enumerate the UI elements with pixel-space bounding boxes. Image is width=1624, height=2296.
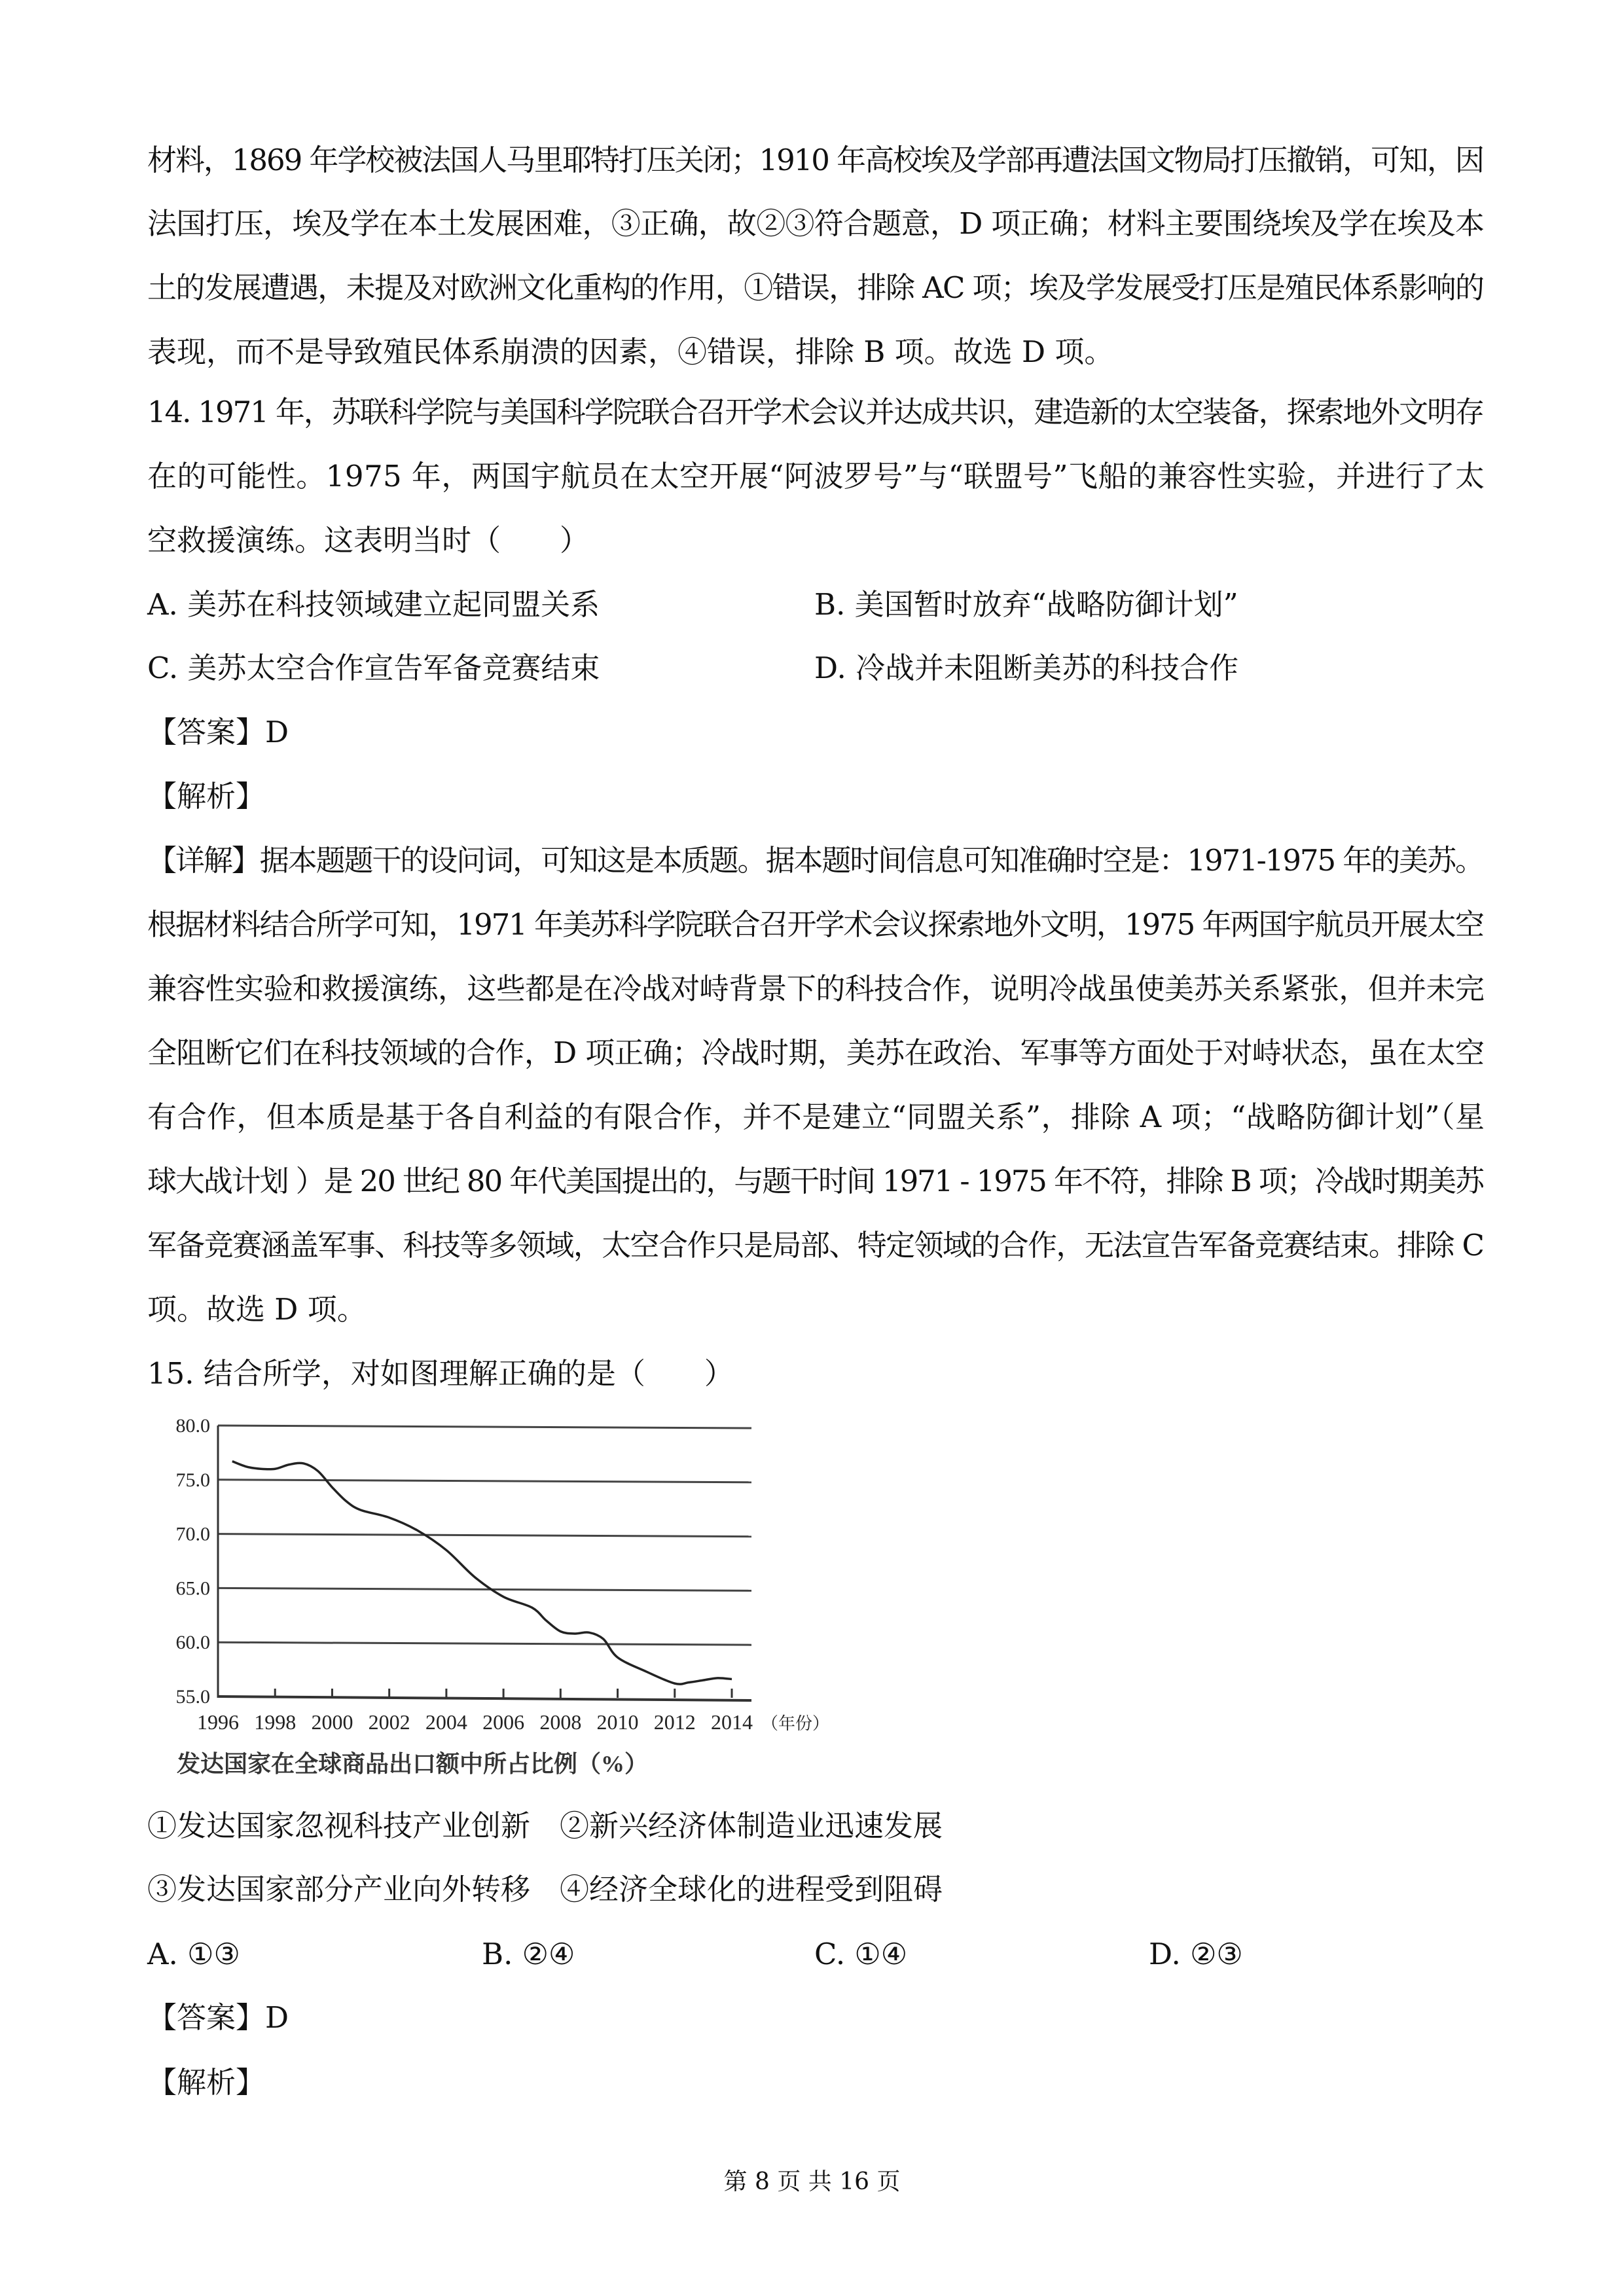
- answer-label: 【答案】D: [147, 715, 289, 749]
- export-share-line-chart: [147, 1407, 867, 1800]
- gridline: [218, 1588, 751, 1590]
- statement-line: ③发达国家部分产业向外转移 ④经济全球化的进程受到阻碍: [147, 1872, 943, 1907]
- analysis-label: 【解析】: [147, 2065, 266, 2100]
- detail-line: 项。故选 D 项。: [147, 1292, 367, 1327]
- page-footer: 第 8 页 共 16 页: [723, 2168, 901, 2195]
- x-axis-label: （年份）: [761, 1714, 830, 1733]
- option-c: C. ①④: [814, 1937, 908, 1971]
- gridline: [218, 1426, 751, 1428]
- x-tick-label: 2014: [711, 1710, 753, 1734]
- question-stem: 在的可能性。1975 年，两国宇航员在太空开展“阿波罗号”与“联盟号”飞船的兼容性实验，并进行了太: [147, 459, 1485, 493]
- detail-line: 军备竞赛涵盖军事、科技等多领域，太空合作只是局部、特定领域的合作，无法宣告军备竞赛结束。排除 C: [147, 1228, 1484, 1263]
- detail-line: 根据材料结合所学可知，1971 年美苏科学院联合召开学术会议探索地外文明，1975 年两国宇航员开展太空: [147, 907, 1483, 942]
- detail-line: 球大战计划 ）是 20 世纪 80 年代美国提出的，与题干时间 1971 - 1975 年不符，排除 B 项；冷战时期美苏: [147, 1164, 1483, 1198]
- x-tick-label: 2010: [596, 1710, 639, 1734]
- answer-label: 【答案】D: [147, 2000, 289, 2035]
- detail-line: 兼容性实验和救援演练，这些都是在冷战对峙背景下的科技合作，说明冷战虽使美苏关系紧张，但并未完: [147, 971, 1485, 1006]
- x-tick-label: 2004: [425, 1710, 467, 1734]
- chart-title: 发达国家在全球商品出口额中所占比例（%）: [177, 1751, 649, 1777]
- option-d: D. ②③: [1149, 1937, 1243, 1971]
- y-tick-label: 75.0: [175, 1469, 210, 1491]
- option-c: C. 美苏太空合作宣告军备竞赛结束: [147, 651, 600, 685]
- option-a: A. ①③: [147, 1937, 240, 1971]
- gridline: [218, 1480, 751, 1482]
- detail-line: 【详解】据本题题干的设问词，可知这是本质题。据本题时间信息可知准确时空是：1971-1975 年的美苏。: [147, 843, 1483, 878]
- text-line: 表现，而不是导致殖民体系崩溃的因素，④错误，排除 B 项。故选 D 项。: [147, 334, 1114, 369]
- x-tick-label: 1998: [254, 1710, 297, 1734]
- analysis-label: 【解析】: [147, 779, 266, 814]
- question-stem: 14. 1971 年，苏联科学院与美国科学院联合召开学术会议并达成共识，建造新的太空装备，探索地外文明存: [147, 395, 1483, 429]
- question-stem: 15. 结合所学，对如图理解正确的是（ ）: [147, 1356, 734, 1391]
- x-tick-label: 2008: [539, 1710, 582, 1734]
- y-tick-label: 60.0: [175, 1632, 210, 1654]
- gridline: [218, 1642, 751, 1645]
- option-a: A. 美苏在科技领域建立起同盟关系: [147, 587, 600, 622]
- statement-line: ①发达国家忽视科技产业创新 ②新兴经济体制造业迅速发展: [147, 1808, 943, 1843]
- series-line: [232, 1462, 732, 1685]
- x-tick-label: 2006: [482, 1710, 525, 1734]
- x-tick-label: 2002: [368, 1710, 410, 1734]
- option-b: B. ②④: [482, 1937, 575, 1971]
- x-tick-label: 2000: [311, 1710, 353, 1734]
- x-axis: [218, 1696, 751, 1700]
- x-tick-label: 1996: [197, 1710, 239, 1734]
- y-tick-label: 65.0: [175, 1577, 210, 1600]
- detail-line: 全阻断它们在科技领域的合作，D 项正确；冷战时期，美苏在政治、军事等方面处于对峙状态，虽在太空: [147, 1035, 1485, 1070]
- option-d: D. 冷战并未阻断美苏的科技合作: [814, 651, 1239, 685]
- detail-line: 有合作，但本质是基于各自利益的有限合作，并不是建立“同盟关系”，排除 A 项；“战略防御计划”（星: [147, 1100, 1485, 1134]
- y-tick-label: 70.0: [175, 1523, 210, 1545]
- y-tick-label: 80.0: [175, 1415, 210, 1437]
- y-tick-label: 55.0: [175, 1686, 210, 1708]
- x-tick-label: 2012: [653, 1710, 696, 1734]
- option-b: B. 美国暂时放弃“战略防御计划”: [814, 587, 1238, 622]
- text-line: 材料，1869 年学校被法国人马里耶特打压关闭；1910 年高校埃及学部再遭法国文物局打压撤销，可知，因: [147, 143, 1483, 177]
- text-line: 土的发展遭遇，未提及对欧洲文化重构的作用，①错误，排除 AC 项；埃及学发展受打压是殖民体系影响的: [147, 270, 1484, 305]
- question-stem: 空救援演练。这表明当时（ ）: [147, 523, 590, 558]
- gridline: [218, 1534, 751, 1537]
- text-line: 法国打压，埃及学在本土发展困难，③正确，故②③符合题意，D 项正确；材料主要围绕埃及学在埃及本: [147, 206, 1485, 241]
